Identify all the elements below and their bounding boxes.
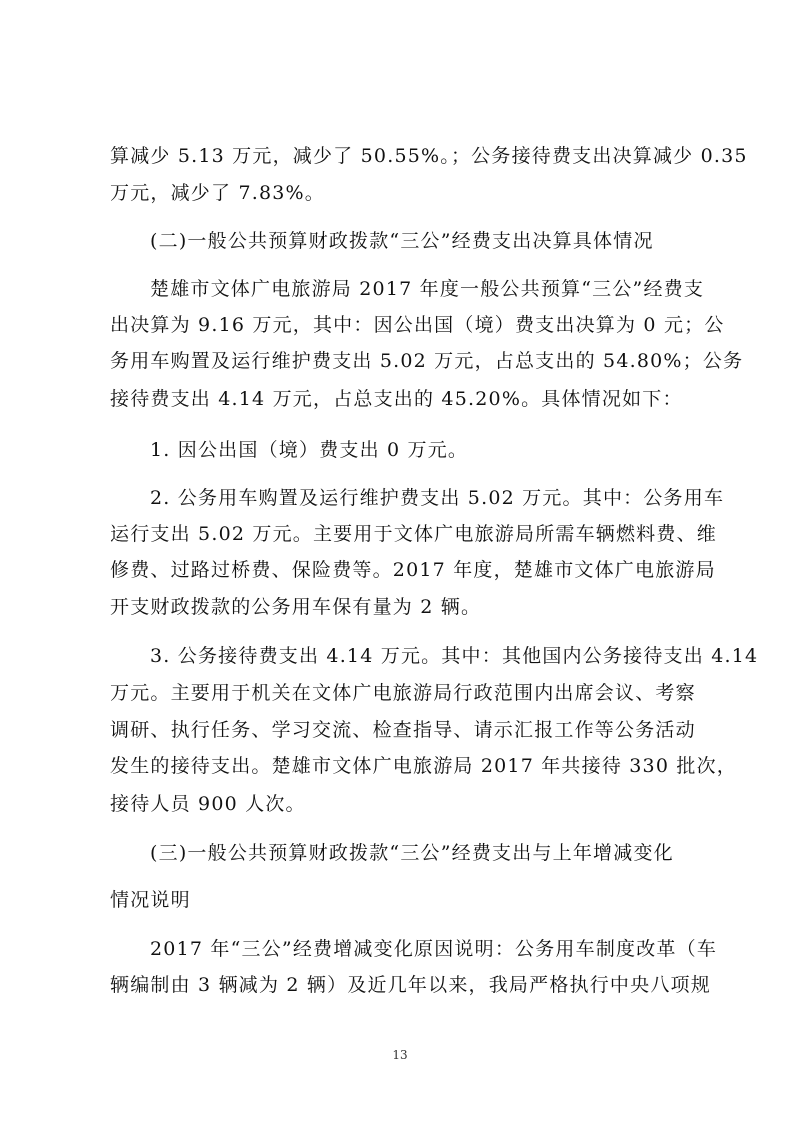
paragraph-line: 楚雄市文体广电旅游局 2017 年度一般公共预算“三公”经费支 — [150, 278, 705, 300]
paragraph-line: 运行支出 5.02 万元。主要用于文体广电旅游局所需车辆燃料费、维 — [110, 523, 717, 545]
list-item: 2. 公务用车购置及运行维护费支出 5.02 万元。其中：公务用车 — [150, 487, 725, 509]
paragraph-line: 务用车购置及运行维护费支出 5.02 万元，占总支出的 54.80%；公务 — [110, 350, 744, 372]
paragraph-line: 算减少 5.13 万元，减少了 50.55%。；公务接待费支出决算减少 0.35 — [110, 145, 748, 167]
section-heading: (二)一般公共预算财政拨款“三公”经费支出决算具体情况 — [150, 230, 654, 252]
page-number: 13 — [392, 1048, 408, 1062]
paragraph-line: 出决算为 9.16 万元，其中：因公出国（境）费支出决算为 0 元；公 — [110, 314, 725, 336]
paragraph-line: 修费、过路过桥费、保险费等。2017 年度，楚雄市文体广电旅游局 — [110, 559, 716, 581]
list-item: 3. 公务接待费支出 4.14 万元。其中：其他国内公务接待支出 4.14 — [150, 645, 759, 667]
paragraph-line: 发生的接待支出。楚雄市文体广电旅游局 2017 年共接待 330 批次， — [110, 755, 737, 777]
paragraph-line: 接待费支出 4.14 万元，占总支出的 45.20%。具体情况如下： — [110, 388, 683, 410]
paragraph-line: 开支财政拨款的公务用车保有量为 2 辆。 — [110, 596, 482, 618]
section-heading-continuation: 情况说明 — [110, 889, 191, 911]
section-heading: (三)一般公共预算财政拨款“三公”经费支出与上年增减变化 — [150, 842, 674, 864]
paragraph-line: 万元，减少了 7.83%。 — [110, 182, 325, 204]
paragraph-line: 调研、执行任务、学习交流、检查指导、请示汇报工作等公务活动 — [110, 719, 696, 741]
paragraph-line: 辆编制由 3 辆减为 2 辆）及近几年以来，我局严格执行中央八项规 — [110, 974, 711, 996]
paragraph-line: 万元。主要用于机关在文体广电旅游局行政范围内出席会议、考察 — [110, 682, 696, 704]
list-item: 1. 因公出国（境）费支出 0 万元。 — [150, 439, 469, 461]
paragraph-line: 接待人员 900 人次。 — [110, 793, 306, 815]
paragraph-line: 2017 年“三公”经费增减变化原因说明：公务用车制度改革（车 — [150, 938, 718, 960]
